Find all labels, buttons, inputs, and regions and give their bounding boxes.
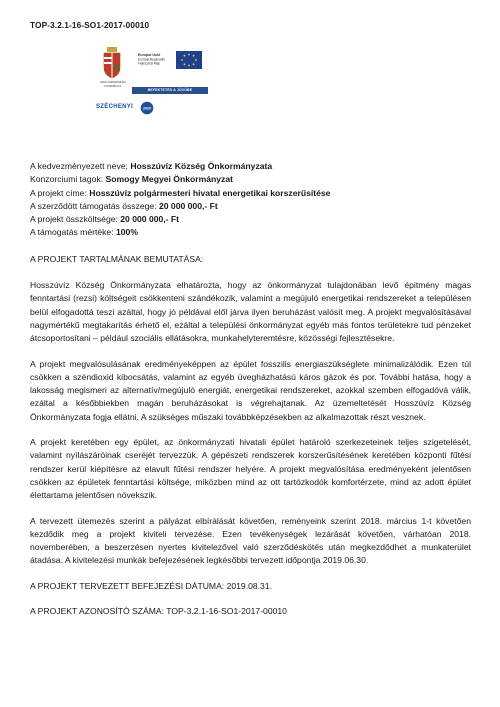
paragraph-2: A projekt megvalósulásának eredményeképpen az épület fosszilis energiaszükséglete minimalizálódik. Ezen túl csökken a széndioxid kibocsátás, valamint az egyéb üvegházhatású káros gázok és por. További hatása, hogy a lakosság megismeri az alternatív/megújuló energiát, energetikai rendszereket, azokkal szemben elfogadóvá válik, ezáltal a későbbiekben magán beruházásokat is végrehajtanak. Az üzemeltetését Hosszúvíz Község Önkormányzata fogja ellátni. A szükséges műszaki továbbképzésekben az alkalmazottak részt vesznek. (30, 358, 471, 422)
paragraph-4: A tervezett ütemezés szerint a pályázat elbírálását követően, reményeink szerint 2018. március 1-t követően kezdődik meg a projekt kiviteli tervezése. Ezen tevékenységek lezárását követően, várhatóan 2018. novemberében, a beszerzésen nyertes kivitelezővel való szerződéskötés után megkezdődhet a munkaterület átadása. A kivitelezési munkák befejezésének legkésőbbi tervezett időpontja 2019.06.30. (30, 515, 471, 566)
project-title-value: Hosszúvíz polgármesteri hivatal energetikai korszerűsítése (89, 187, 331, 198)
szechenyi-2020-icon (140, 101, 154, 115)
grant-amount-line: A szerződött támogatás összege: 20 000 000,- Ft (30, 200, 218, 211)
consortium-line: Konzorciumi tagok: Somogy Megyei Önkormányzat (30, 174, 233, 185)
investment-banner (132, 87, 208, 94)
end-date-line: A PROJEKT TERVEZETT BEFEJEZÉSI DÁTUMA: 2019.08.31. (30, 580, 272, 591)
investment-banner-text: BEFEKTETÉS A JÖVŐBE (147, 88, 193, 92)
consortium-value: Somogy Megyei Önkormányzat (105, 174, 233, 185)
beneficiary-line: A kedvezményezett neve: Hosszúvíz Község Önkormányzata (30, 161, 273, 171)
eu-text-2: Európai Regionális (138, 57, 165, 62)
szechenyi-logo (96, 101, 166, 117)
support-rate-line: A támogatás mértéke: 100% (30, 227, 138, 238)
szechenyi-text: SZÉCHENYI (96, 104, 134, 110)
eu-text-1: Európai Unió (138, 53, 161, 57)
paragraph-3: A projekt keretében egy épület, az önkormányzati hivatali épület határoló szerkezeteinek teljes szigetelését, valamint nyílászáróinak cseréjét tervezzük. A gépészeti rendszerek korszerűsítésének keretében központi fűtési rendszer kerül kiépítésre az elavult fűtési rendszer helyére. A projekt megvalósítása eredményeként jelentősen csökken az épületek fenntartási költsége, miközben mind az ott tartózkodók komfortérzete, mind az adott épület élettartama jelentősen növekszik. (30, 437, 471, 501)
total-cost-line: A projekt összköltsége: 20 000 000,- Ft (30, 214, 180, 225)
paragraph-1: Hosszúvíz Község Önkormányzata elhatározta, hogy az önkormányzat tulajdonában levő épitmény magas fenntartási (rezsi) költségeit csökkenteni szándékozik, valamint a megújuló energetikai rendszereket a településen belül elfogadottá teszi azáltal, hogy jó példával elől járva ilyen beruházást valósít meg. A projekt megvalósításával nagymértékű megtakarítás érhető el, ezáltal a települési önkormányzat egyéb más fontos területekre tud pénzeket átcsoportosítani – például szociális ellátásokra, munkahelyteremtésre, közösségi fejlesztésekre. (30, 280, 471, 344)
project-id-line: A PROJEKT AZONOSÍTÓ SZÁMA: TOP-3.2.1-16-SO1-2017-00010 (30, 606, 287, 617)
project-title-line: A projekt címe: Hosszúvíz polgármesteri hivatal energetikai korszerűsítése (30, 187, 331, 198)
support-rate-value: 100% (115, 227, 138, 238)
total-cost-value: 20 000 000,- Ft (120, 214, 180, 225)
eu-text-3: Fejlesztési Alap (138, 61, 161, 66)
grant-amount-value: 20 000 000,- Ft (158, 200, 218, 211)
section-heading: A PROJEKT TARTALMÁNAK BEMUTATÁSA: (30, 253, 204, 264)
coat-of-arms-caption: MAGYARORSZÁG KORMÁNYA (100, 80, 126, 88)
eu-flag-icon (136, 51, 202, 85)
reference-code: TOP-3.2.1-16-SO1-2017-00010 (30, 20, 150, 30)
beneficiary-value: Hosszúvíz Község Önkormányzata (130, 161, 273, 171)
szechenyi-number: 2020 (143, 106, 151, 111)
document-body (30, 160, 471, 630)
